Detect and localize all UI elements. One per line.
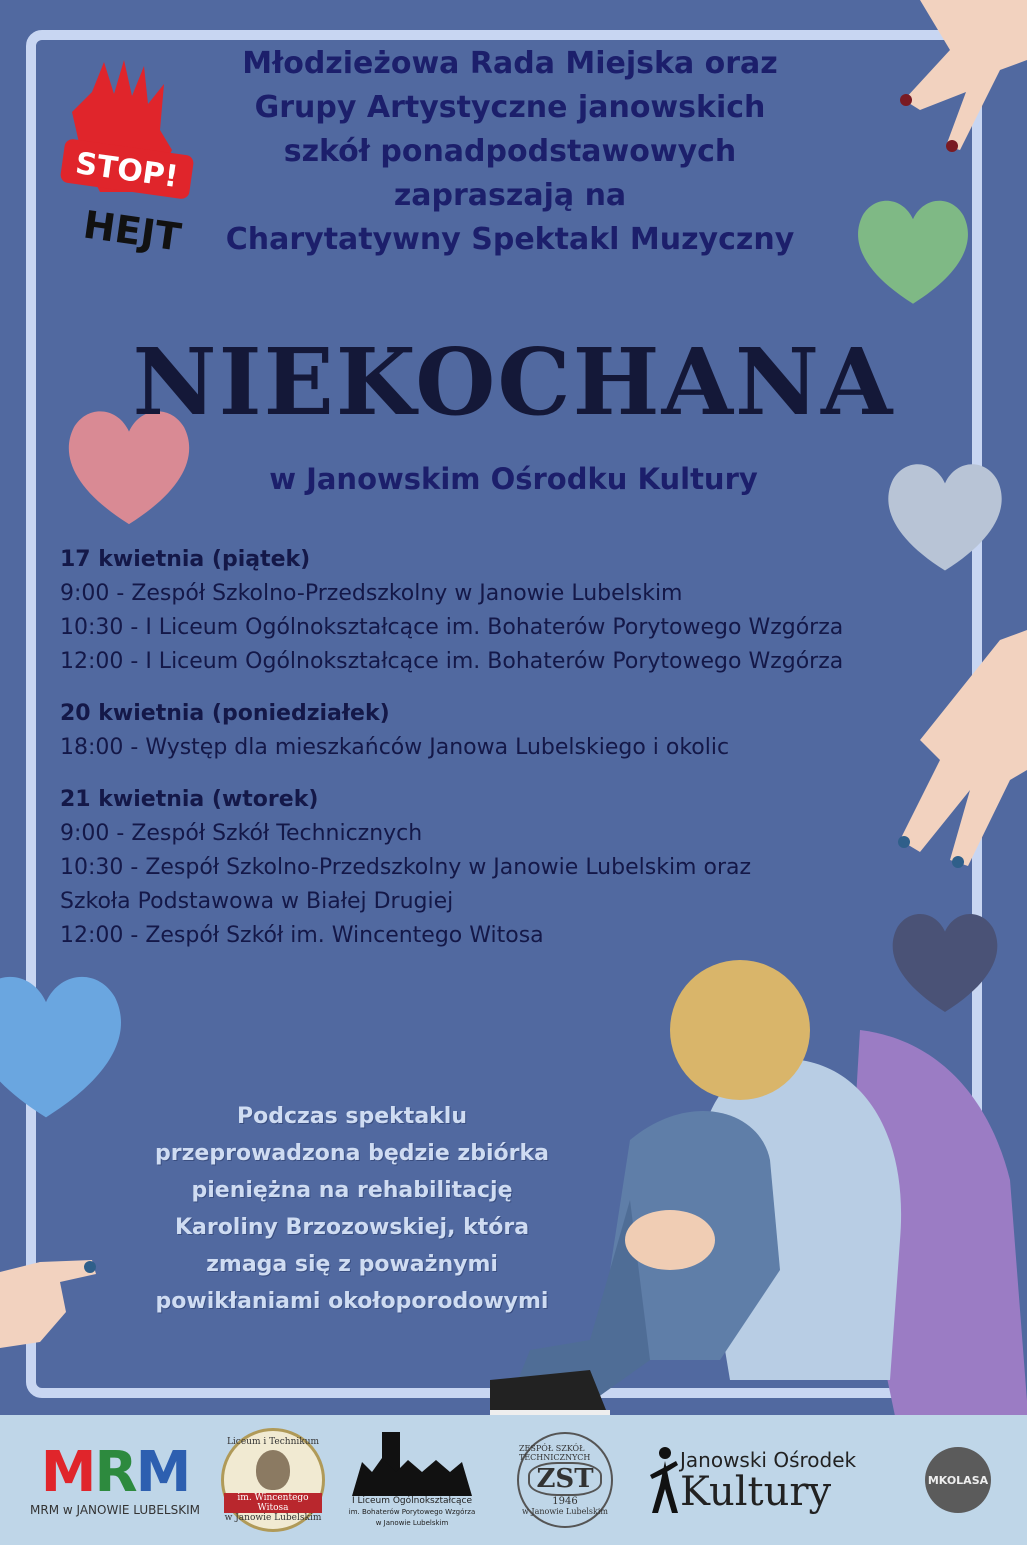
day-heading: 20 kwietnia (poniedziałek)	[60, 701, 390, 726]
schedule	[60, 543, 960, 971]
zst-mark: ZST	[528, 1462, 601, 1496]
invite-line-2: Grupy Artystyczne janowskich	[254, 90, 766, 125]
liceum-logo	[344, 1415, 480, 1545]
zst-town: w Janowie Lubelskim	[522, 1507, 608, 1516]
charity-line-5: zmaga się z poważnymi	[206, 1252, 498, 1277]
day-heading: 21 kwietnia (wtorek)	[60, 787, 319, 812]
time-slot: Szkoła Podstawowa w Białej Drugiej	[60, 889, 454, 914]
invite-line-1: Młodzieżowa Rada Miejska oraz	[242, 46, 778, 81]
schedule-day	[60, 697, 960, 765]
zst-year: 1946	[552, 1496, 578, 1507]
invite-line-3: szkół ponadpodstawowych	[283, 134, 737, 169]
show-title: NIEKOCHANA	[132, 328, 895, 436]
mrm-letter: R	[94, 1440, 136, 1505]
mrm-logo	[30, 1415, 200, 1545]
time-slot: 18:00 - Występ dla mieszkańców Janowa Lubelskiego i okolic	[60, 735, 730, 760]
jok-text	[680, 1448, 857, 1515]
invite-line-5: Charytatywny Spektakl Muzyczny	[225, 222, 795, 257]
schedule-day	[60, 783, 960, 953]
portrait-icon	[256, 1450, 290, 1490]
liceum-caption-1: I Liceum Ogólnokształcące	[351, 1495, 473, 1506]
zst-seal	[517, 1432, 613, 1528]
mrm-letter: M	[40, 1440, 95, 1505]
venue: w Janowskim Ośrodku Kultury	[269, 462, 758, 496]
time-slot: 10:30 - I Liceum Ogólnokształcące im. Bohaterów Porytowego Wzgórza	[60, 615, 844, 640]
invitation-text	[150, 42, 870, 262]
mrm-letter: M	[135, 1440, 190, 1505]
pointing-hand-top-icon	[880, 0, 1027, 160]
jok-line-1: Janowski Ośrodek	[680, 1448, 857, 1472]
day-heading: 17 kwietnia (piątek)	[60, 547, 311, 572]
mkolasa-badge: MKOLASA	[925, 1447, 991, 1513]
jok-logo-row	[650, 1445, 856, 1515]
zst-name: ZESPÓŁ SZKÓŁ TECHNICZNYCH	[519, 1444, 591, 1462]
zst-logo	[512, 1415, 618, 1545]
witos-seal	[221, 1428, 325, 1532]
jok-logo	[650, 1415, 880, 1545]
mrm-logo-letters	[40, 1440, 190, 1505]
charity-line-6: powikłaniami okołoporodowymi	[155, 1289, 549, 1314]
hejt-text: HEJT	[80, 202, 184, 260]
witos-top-text: Liceum i Technikum	[226, 1437, 320, 1447]
time-slot: 9:00 - Zespół Szkół Technicznych	[60, 821, 423, 846]
soldiers-silhouette-icon	[352, 1432, 472, 1496]
liceum-caption-3: w Janowie Lubelskim	[375, 1518, 449, 1527]
charity-line-3: pieniężna na rehabilitację	[191, 1178, 513, 1203]
witos-school-logo	[218, 1415, 328, 1545]
mkolasa-logo	[918, 1415, 998, 1545]
witos-middle-text: im. Wincentego Witosa	[224, 1493, 322, 1513]
charity-note	[92, 1098, 612, 1320]
stop-text: STOP!	[73, 145, 181, 195]
time-slot: 12:00 - Zespół Szkół im. Wincentego Witosa	[60, 923, 544, 948]
sponsor-logo-bar	[0, 1415, 1027, 1545]
time-slot: 12:00 - I Liceum Ogólnokształcące im. Bohaterów Porytowego Wzgórza	[60, 649, 844, 674]
invite-line-4: zapraszają na	[393, 178, 627, 213]
dancer-icon	[650, 1445, 680, 1515]
schedule-day	[60, 543, 960, 679]
time-slot: 10:30 - Zespół Szkolno-Przedszkolny w Janowie Lubelskim oraz	[60, 855, 752, 880]
liceum-caption-2: im. Bohaterów Porytowego Wzgórza	[348, 1507, 476, 1516]
mrm-caption: MRM w JANOWIE LUBELSKIM	[30, 1503, 200, 1517]
charity-line-4: Karoliny Brzozowskiej, która	[174, 1215, 530, 1240]
charity-line-1: Podczas spektaklu	[236, 1104, 468, 1129]
time-slot: 9:00 - Zespół Szkolno-Przedszkolny w Janowie Lubelskim	[60, 581, 683, 606]
witos-bottom-text: w Janowie Lubelskim	[224, 1513, 322, 1523]
charity-line-2: przeprowadzona będzie zbiórka	[155, 1141, 549, 1166]
jok-line-2: Kultury	[680, 1469, 832, 1515]
